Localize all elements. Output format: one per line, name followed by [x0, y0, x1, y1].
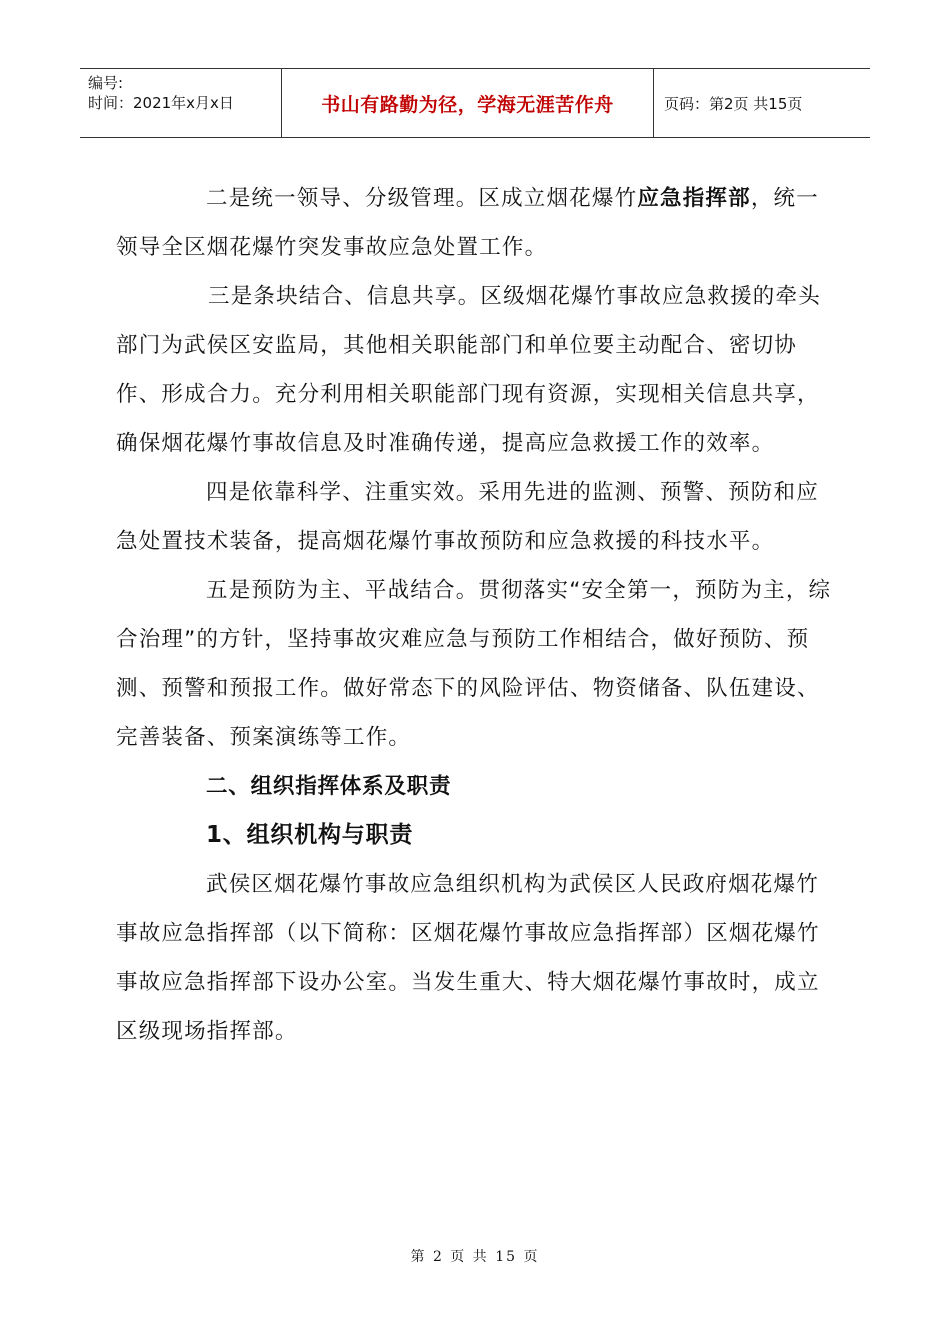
paragraph-4: 五是预防为主、平战结合。贯彻落实“安全第一，预防为主，综合治理”的方针，坚持事故灾难应急与预防工作相结合，做好预防、预测、预警和预报工作。做好常态下的风险评估、物资储备、队伍建设、完善装备、预案演练等工作。 [116, 578, 832, 750]
header-meta [80, 69, 282, 137]
number-label: 编号: [88, 74, 124, 92]
page-footer: 第 2 页 共 15 页 [410, 1249, 540, 1265]
page-header [80, 68, 870, 138]
header-motto-cell [282, 69, 654, 137]
time-label: 时间：2021年x月x日 [88, 94, 234, 112]
subsection-heading: 1、组织机构与职责 [206, 822, 414, 848]
document-body [116, 174, 836, 1056]
paragraph-1-bold: 应急指挥部 [637, 186, 751, 211]
paragraph-1-start: 二是统一领导、分级管理。区成立烟花爆竹 [206, 186, 638, 211]
section-heading: 二、组织指挥体系及职责 [206, 774, 452, 799]
paragraph-1 [116, 174, 836, 272]
paragraph-3: 四是依靠科学、注重实效。采用先进的监测、预警、预防和应急处置技术装备，提高烟花爆竹事故预防和应急救援的科技水平。 [116, 480, 819, 554]
motto-text: 书山有路勤为径，学海无涯苦作舟 [321, 93, 614, 116]
paragraph-5: 武侯区烟花爆竹事故应急组织机构为武侯区人民政府烟花爆竹事故应急指挥部（以下简称：区烟花爆竹事故应急指挥部）区烟花爆竹事故应急指挥部下设办公室。当发生重大、特大烟花爆竹事故时，成立区级现场指挥部。 [116, 872, 820, 1044]
paragraph-2: 三是条块结合、信息共享。区级烟花爆竹事故应急救援的牵头部门为武侯区安监局，其他相关职能部门和单位要主动配合、密切协作、形成合力。充分利用相关职能部门现有资源，实现相关信息共享，确保烟花爆竹事故信息及时准确传递，提高应急救援工作的效率。 [116, 284, 821, 456]
paragraph-1-end: ，统一领导全区烟花爆竹突发事故应急处置工作。 [116, 186, 819, 260]
header-page-info: 页码：第2页 共15页 [664, 94, 803, 113]
